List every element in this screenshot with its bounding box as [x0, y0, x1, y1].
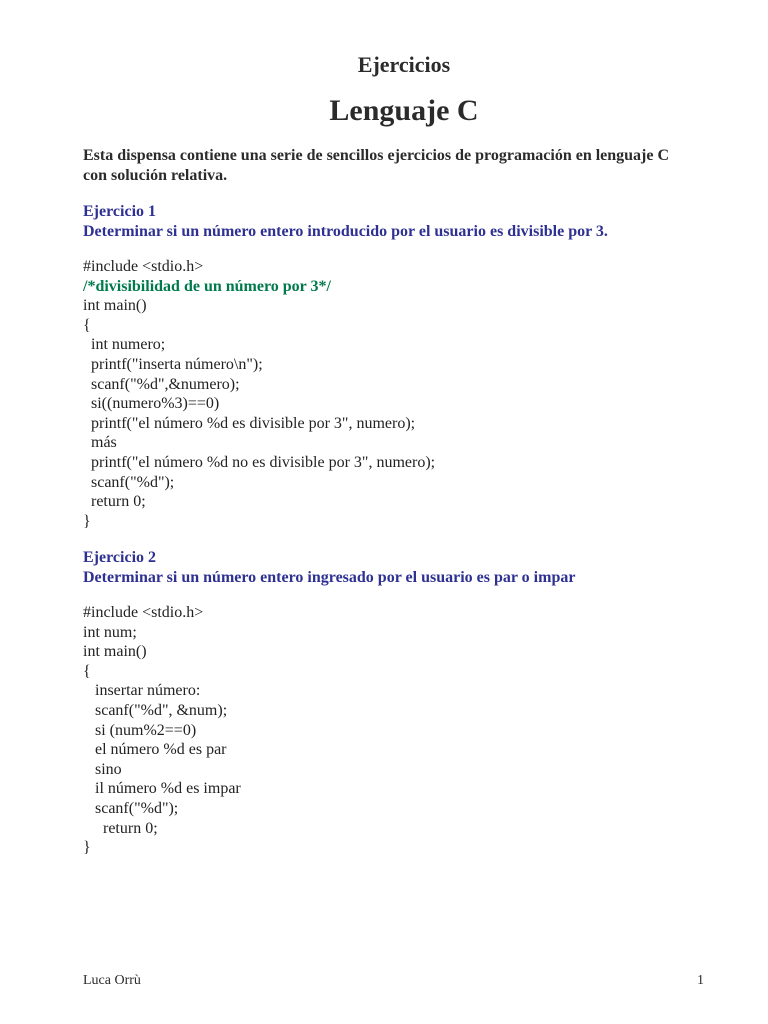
code-line: printf("el número %d no es divisible por 3", numero);	[83, 453, 436, 471]
exercise-task: Determinar si un número entero ingresado por el usuario es par o impar	[83, 569, 576, 586]
exercise-task: Determinar si un número entero introducido por el usuario es divisible por 3.	[83, 223, 608, 240]
code-line: return 0;	[83, 819, 158, 837]
code-line: sino	[83, 760, 122, 778]
code-line: scanf("%d");	[83, 799, 179, 817]
code-line: insertar número:	[83, 682, 201, 700]
code-line: más	[83, 434, 117, 452]
code-line: }	[83, 839, 91, 857]
code-line: printf("el número %d es divisible por 3", numero);	[83, 414, 416, 432]
code-line: si (num%2==0)	[83, 721, 197, 739]
document-subtitle: Lenguaje C	[329, 94, 479, 127]
code-line: {	[83, 662, 91, 680]
code-line: int numero;	[83, 336, 166, 354]
code-line: int num;	[83, 623, 137, 641]
code-line: }	[83, 512, 91, 530]
code-line: scanf("%d",&numero);	[83, 375, 240, 393]
code-line: el número %d es par	[83, 741, 227, 759]
code-block	[83, 257, 723, 531]
code-block	[83, 603, 723, 858]
footer-page-number: 1	[697, 973, 704, 988]
exercise-heading: Ejercicio 2	[83, 549, 157, 566]
code-line: il número %d es impar	[83, 780, 241, 798]
code-line: si((numero%3)==0)	[83, 395, 220, 413]
document-title: Ejercicios	[357, 52, 451, 77]
exercise-heading: Ejercicio 1	[83, 203, 157, 220]
code-line: {	[83, 316, 91, 334]
exercise-2	[83, 548, 723, 858]
code-comment-line: /*divisibilidad de un número por 3*/	[83, 277, 331, 295]
code-line: printf("inserta número\n");	[83, 355, 263, 373]
code-line: int main()	[83, 297, 147, 315]
code-line: scanf("%d");	[83, 473, 175, 491]
code-line: return 0;	[83, 493, 146, 511]
code-line: #include <stdio.h>	[83, 604, 204, 621]
footer-author: Luca Orrù	[83, 973, 141, 988]
code-line: scanf("%d", &num);	[83, 701, 228, 719]
intro-paragraph: Esta dispensa contiene una serie de sencillos ejercicios de programación en lenguaje C con solución relativa.	[83, 147, 670, 184]
code-line: int main()	[83, 643, 147, 661]
code-line: #include <stdio.h>	[83, 258, 204, 275]
exercise-1	[83, 202, 723, 531]
